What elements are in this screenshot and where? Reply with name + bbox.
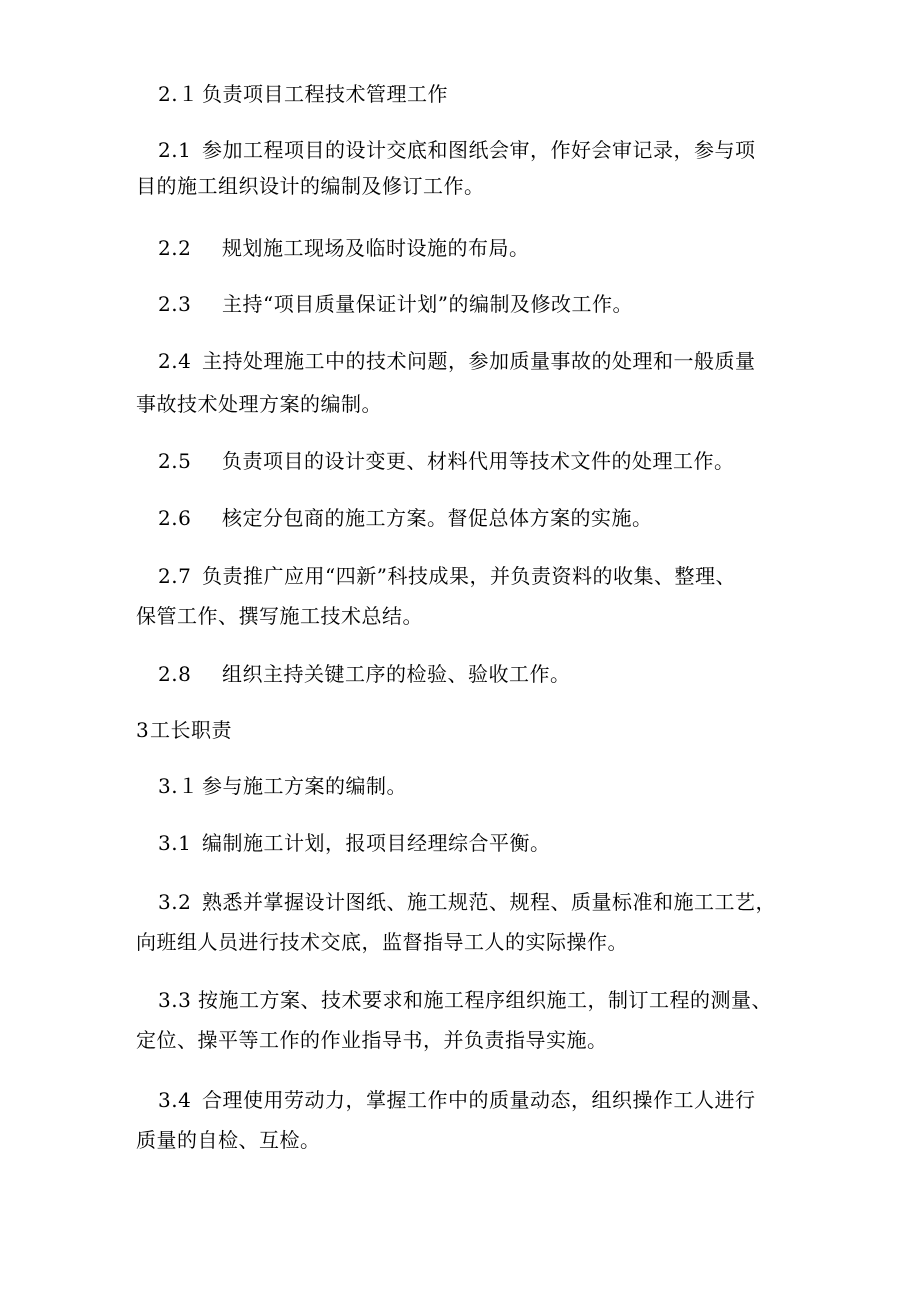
clause-text: 质量的自检、互检。 xyxy=(136,1128,321,1152)
section-3-heading xyxy=(136,716,232,744)
clause-number: 2.4 xyxy=(158,349,192,373)
heading-2-1 xyxy=(158,80,448,108)
clause-number: 3.4 xyxy=(158,1088,192,1112)
clause-text: 负责项目工程技术管理工作 xyxy=(202,82,448,106)
clause-text: 定位、操平等工作的作业指导书，并负责指导实施。 xyxy=(136,1028,608,1052)
clause-number: 3.3 xyxy=(158,988,192,1012)
clause-number: 2.7 xyxy=(158,564,192,588)
clause-number: 2.6 xyxy=(158,506,192,530)
section-title: 工长职责 xyxy=(150,718,232,742)
clause-2-4 xyxy=(158,347,756,375)
clause-text: 熟悉并掌握设计图纸、施工规范、规程、质量标准和施工工艺， xyxy=(202,890,776,914)
clause-3-3-continued xyxy=(136,1026,608,1054)
clause-3-2-continued xyxy=(136,928,628,956)
clause-number: 2.5 xyxy=(158,449,192,473)
clause-text: 合理使用劳动力，掌握工作中的质量动态，组织操作工人进行 xyxy=(202,1088,756,1112)
clause-2-5 xyxy=(158,447,735,475)
clause-text: 规划施工现场及临时设施的布局。 xyxy=(222,236,530,260)
clause-3-2 xyxy=(158,888,776,916)
clause-number: 2.１ xyxy=(158,82,199,106)
clause-3-3 xyxy=(158,986,772,1014)
clause-2-1-continued xyxy=(136,172,485,200)
clause-number: 2.1 xyxy=(158,138,192,162)
clause-text: 主持“项目质量保证计划”的编制及修改工作。 xyxy=(222,292,633,316)
clause-3-4-continued xyxy=(136,1126,321,1154)
clause-number: 2.3 xyxy=(158,292,192,316)
clause-text: 保管工作、撰写施工技术总结。 xyxy=(136,604,423,628)
clause-2-4-continued xyxy=(136,390,382,418)
clause-text: 按施工方案、技术要求和施工程序组织施工，制订工程的测量、 xyxy=(198,988,772,1012)
clause-text: 编制施工计划，报项目经理综合平衡。 xyxy=(202,831,551,855)
clause-text: 负责推广应用“四新”科技成果，并负责资料的收集、整理、 xyxy=(202,564,736,588)
clause-number: 3.1 xyxy=(158,831,192,855)
clause-number: 3.１ xyxy=(158,774,199,798)
clause-text: 参加工程项目的设计交底和图纸会审，作好会审记录，参与项 xyxy=(202,138,756,162)
clause-2-8 xyxy=(158,660,571,688)
clause-2-2 xyxy=(158,234,530,262)
clause-2-3 xyxy=(158,290,633,318)
clause-number: 3.2 xyxy=(158,890,192,914)
clause-text: 向班组人员进行技术交底，监督指导工人的实际操作。 xyxy=(136,930,628,954)
clause-text: 负责项目的设计变更、材料代用等技术文件的处理工作。 xyxy=(222,449,735,473)
clause-text: 事故技术处理方案的编制。 xyxy=(136,392,382,416)
clause-3-1 xyxy=(158,829,551,857)
clause-text: 组织主持关键工序的检验、验收工作。 xyxy=(222,662,571,686)
clause-text: 目的施工组织设计的编制及修订工作。 xyxy=(136,174,485,198)
section-number: 3 xyxy=(136,718,150,742)
clause-2-7-continued xyxy=(136,602,423,630)
clause-text: 主持处理施工中的技术问题，参加质量事故的处理和一般质量 xyxy=(202,349,756,373)
clause-number: 2.2 xyxy=(158,236,192,260)
clause-2-6 xyxy=(158,504,653,532)
clause-2-1 xyxy=(158,136,756,164)
clause-text: 参与施工方案的编制。 xyxy=(202,774,407,798)
clause-number: 2.8 xyxy=(158,662,192,686)
clause-2-7 xyxy=(158,562,736,590)
clause-3-4 xyxy=(158,1086,756,1114)
clause-text: 核定分包商的施工方案。督促总体方案的实施。 xyxy=(222,506,653,530)
heading-3-1 xyxy=(158,772,407,800)
